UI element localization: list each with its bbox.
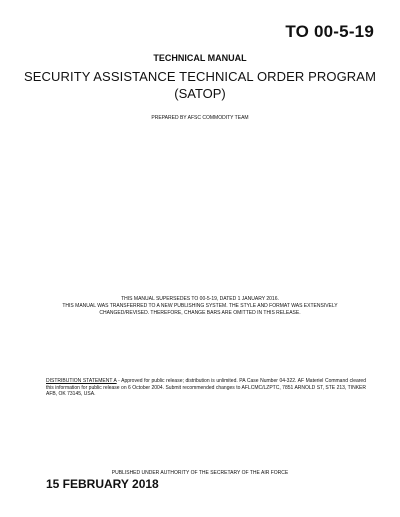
distribution-statement-label: DISTRIBUTION STATEMENT A [46,378,117,384]
publishing-authority: PUBLISHED UNDER AUTHORITY OF THE SECRETARY OF THE AIR FORCE [111,470,289,476]
to-number: TO 00-5-19 [285,22,374,41]
document-title-line2: (SATOP) [174,86,226,101]
technical-manual-heading: TECHNICAL MANUAL [153,53,247,63]
document-title-line1: SECURITY ASSISTANCE TECHNICAL ORDER PROGRAM [24,69,376,84]
publication-date: 15 FEBRUARY 2018 [46,477,159,491]
distribution-statement [46,378,366,398]
supersession-line2: THIS MANUAL WAS TRANSFERRED TO A NEW PUBLISHING SYSTEM. THE STYLE AND FORMAT WAS EXTENSIVELY [62,303,338,309]
supersession-line3: CHANGED/REVISED. THEREFORE, CHANGE BARS ARE OMITTED IN THIS RELEASE. [99,310,301,316]
prepared-by: PREPARED BY AFSC COMMODITY TEAM [151,115,249,121]
distribution-statement-text: - Approved for public release; distribution is unlimited. PA Case Number 04-322. AF Materiel Command cleared this information for public release on 6 October 2004. Submit recommended changes to AFLCMC/LZPTC, 7851 ARNOLD ST, STE 213, TINKER AFB, OK 73145, USA. [46,378,366,397]
supersession-line1: THIS MANUAL SUPERSEDES TO 00-5-19, DATED 1 JANUARY 2016. [121,296,279,302]
